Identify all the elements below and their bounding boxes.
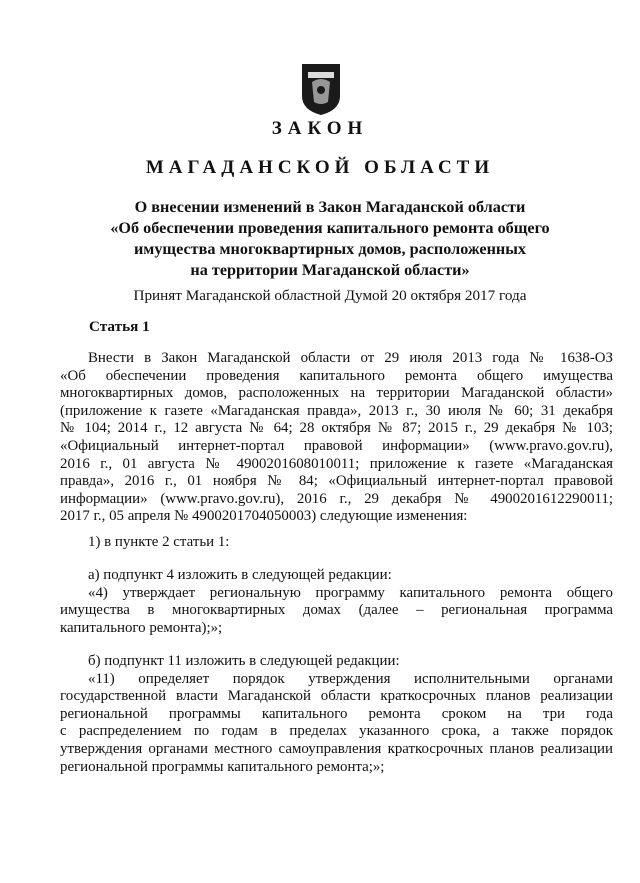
- article-heading: Статья 1: [89, 318, 150, 335]
- region-title: МАГАДАНСКОЙ ОБЛАСТИ: [145, 157, 495, 178]
- paragraph-line: 1) в пункте 2 статьи 1:: [88, 534, 230, 550]
- paragraph-line: утверждения органами местного самоуправления краткосрочных планов реализации: [60, 740, 613, 757]
- paragraph-line: имущества в многоквартирных домах (далее – региональная программа: [60, 602, 613, 619]
- paragraph-line: региональной программы капитального ремонта сроком на три года: [60, 705, 613, 722]
- article-main-paragraph: [60, 350, 613, 526]
- paragraph-line: «Официальный интернет-портал правовой информации» (www.pravo.gov.ru),: [60, 437, 613, 454]
- paragraph-line: «Об обеспечении проведения капитального ремонта общего имущества: [60, 367, 613, 384]
- law-subtitle: [60, 197, 600, 281]
- paragraph-line: (приложение к газете «Магаданская правда», 2013 г., 30 июля № 60; 31 декабря: [60, 402, 613, 419]
- paragraph-line: 2017 г., 05 апреля № 4900201704050003) следующие изменения:: [60, 508, 468, 525]
- subtitle-line: имущества многоквартирных домов, расположенных: [133, 240, 526, 258]
- item-1: [60, 534, 613, 552]
- subtitle-line: О внесении изменений в Закон Магаданской области: [134, 198, 526, 216]
- paragraph-line: с распределением по годам в пределах указанного срока, а также порядок: [60, 723, 613, 740]
- paragraph-line: государственной власти Магаданской области краткосрочных планов реализации: [60, 688, 613, 705]
- adoption-statement: Принят Магаданской областной Думой 20 октября 2017 года: [133, 287, 527, 304]
- paragraph-line: № 104; 2014 г., 12 августа № 64; 28 октября № 87; 2015 г., 29 декабря № 103;: [60, 420, 613, 437]
- paragraph-line: информации» (www.pravo.gov.ru), 2016 г., 29 декабря № 4900201612290011;: [60, 490, 613, 507]
- paragraph-line: 2016 г., 01 августа № 4900201608010011; приложение к газете «Магаданская: [60, 455, 613, 472]
- paragraph-line: «11) определяет порядок утверждения исполнительными органами: [88, 670, 613, 687]
- subtitle-line: на территории Магаданской области»: [190, 261, 470, 279]
- paragraph-line: капитального ремонта);»;: [60, 619, 223, 636]
- paragraph-line: региональной программы капитального ремонта;»;: [60, 758, 385, 775]
- paragraph-line: «4) утверждает региональную программу капитального ремонта общего: [88, 584, 613, 601]
- paragraph-line: б) подпункт 11 изложить в следующей редакции:: [88, 653, 400, 669]
- law-title: ЗАКОН: [271, 118, 369, 139]
- coat-of-arms-emblem: [300, 62, 342, 116]
- item-a: [60, 567, 613, 637]
- subtitle-line: «Об обеспечении проведения капитального ремонта общего: [110, 219, 550, 237]
- paragraph-line: а) подпункт 4 изложить в следующей редакции:: [88, 567, 392, 583]
- item-b: [60, 653, 613, 776]
- paragraph-line: правда», 2016 г., 01 ноября № 84; «Официальный интернет-портал правовой: [60, 473, 613, 490]
- paragraph-line: многоквартирных домов, расположенных на территории Магаданской области»: [60, 385, 613, 402]
- paragraph-line: Внести в Закон Магаданской области от 29 июля 2013 года № 1638-ОЗ: [88, 350, 613, 366]
